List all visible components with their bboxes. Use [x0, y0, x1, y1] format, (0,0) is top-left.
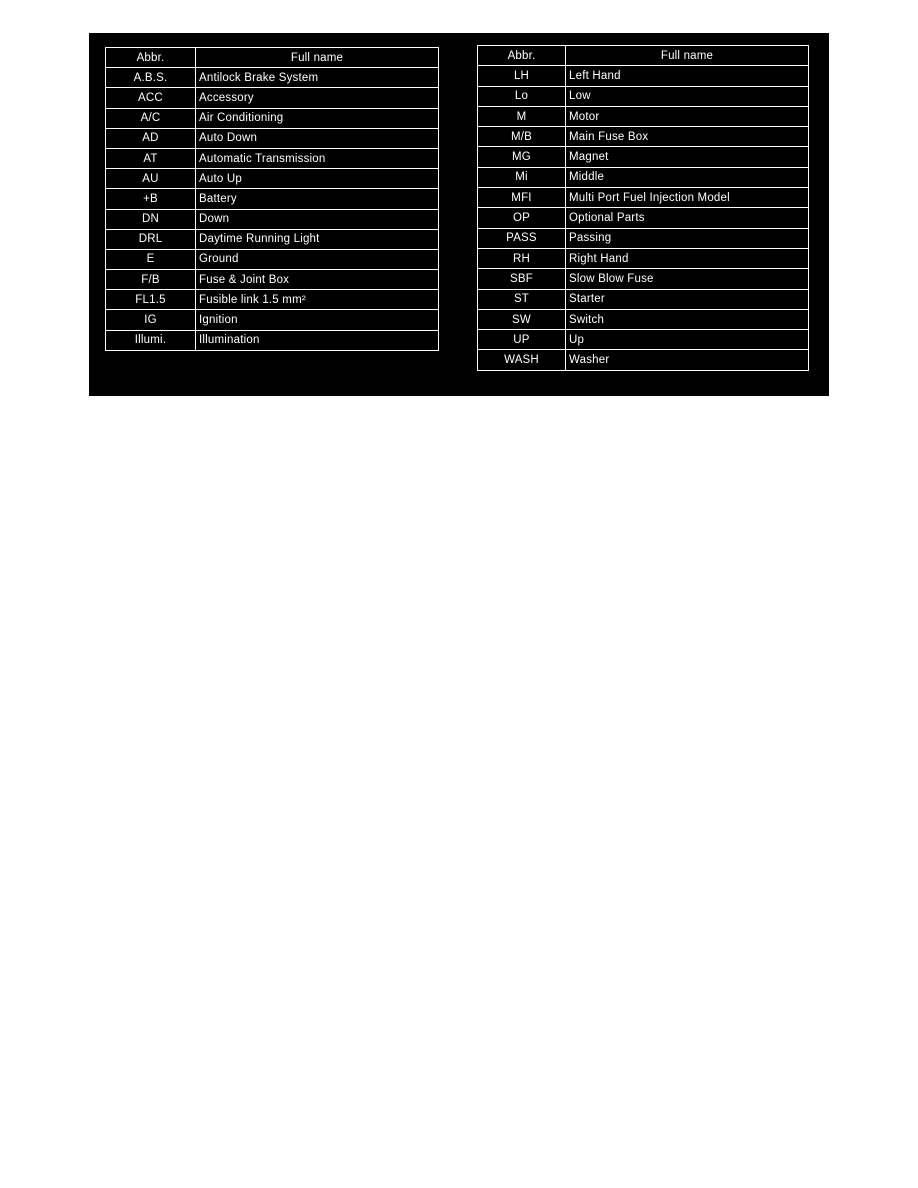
full-name-cell: Down [196, 209, 439, 229]
abbr-cell: AU [106, 169, 196, 189]
full-name-cell: Low [566, 86, 809, 106]
abbr-cell: Lo [478, 86, 566, 106]
table-row [106, 128, 439, 148]
abbr-cell: AT [106, 148, 196, 168]
full-name-cell: Illumination [196, 330, 439, 350]
table-row [478, 167, 809, 187]
full-name-cell: Auto Down [196, 128, 439, 148]
abbr-cell: A/C [106, 108, 196, 128]
abbr-cell: IG [106, 310, 196, 330]
full-name-cell: Main Fuse Box [566, 127, 809, 147]
abbr-cell: M/B [478, 127, 566, 147]
left-table-body [106, 68, 439, 351]
abbr-cell: DN [106, 209, 196, 229]
table-row [478, 147, 809, 167]
table-row [106, 68, 439, 88]
full-name-cell: Ignition [196, 310, 439, 330]
abbr-cell: Illumi. [106, 330, 196, 350]
full-name-cell: Magnet [566, 147, 809, 167]
full-name-cell: Air Conditioning [196, 108, 439, 128]
table-row [478, 188, 809, 208]
full-name-cell: Automatic Transmission [196, 148, 439, 168]
table-row [106, 290, 439, 310]
table-row [106, 249, 439, 269]
abbr-cell: DRL [106, 229, 196, 249]
full-name-cell: Motor [566, 106, 809, 126]
abbr-cell: E [106, 249, 196, 269]
full-name-cell: Left Hand [566, 66, 809, 86]
right-table-body [478, 66, 809, 370]
abbreviation-table-left [105, 47, 439, 351]
abbr-cell: SW [478, 309, 566, 329]
table-row [106, 189, 439, 209]
table-row [106, 270, 439, 290]
full-name-cell: Daytime Running Light [196, 229, 439, 249]
abbr-cell: LH [478, 66, 566, 86]
abbr-cell: UP [478, 330, 566, 350]
table-row [106, 148, 439, 168]
abbr-cell: RH [478, 248, 566, 268]
abbr-cell: A.B.S. [106, 68, 196, 88]
full-name-cell: Middle [566, 167, 809, 187]
full-name-cell: Up [566, 330, 809, 350]
table-row [478, 106, 809, 126]
full-name-cell: Antilock Brake System [196, 68, 439, 88]
full-name-cell: Fuse & Joint Box [196, 270, 439, 290]
table-row [478, 228, 809, 248]
full-name-cell: Switch [566, 309, 809, 329]
abbr-cell: WASH [478, 350, 566, 370]
full-name-cell: Fusible link 1.5 mm² [196, 290, 439, 310]
table-header-row [478, 46, 809, 66]
abbr-column-header: Abbr. [478, 46, 566, 66]
full-name-cell: Ground [196, 249, 439, 269]
table-row [106, 229, 439, 249]
abbr-cell: SBF [478, 269, 566, 289]
table-row [106, 88, 439, 108]
table-row [106, 209, 439, 229]
abbr-cell: FL1.5 [106, 290, 196, 310]
abbr-cell: M [478, 106, 566, 126]
abbr-cell: ACC [106, 88, 196, 108]
table-row [106, 330, 439, 350]
full-name-cell: Starter [566, 289, 809, 309]
abbr-cell: Mi [478, 167, 566, 187]
full-name-column-header: Full name [566, 46, 809, 66]
abbr-cell: MG [478, 147, 566, 167]
abbr-cell: F/B [106, 270, 196, 290]
table-row [106, 108, 439, 128]
full-name-cell: Passing [566, 228, 809, 248]
abbr-cell: +B [106, 189, 196, 209]
table-row [478, 208, 809, 228]
table-row [478, 269, 809, 289]
abbr-cell: AD [106, 128, 196, 148]
full-name-cell: Washer [566, 350, 809, 370]
abbr-cell: OP [478, 208, 566, 228]
table-row [478, 86, 809, 106]
abbr-cell: ST [478, 289, 566, 309]
abbr-cell: MFI [478, 188, 566, 208]
table-row [478, 309, 809, 329]
full-name-cell: Accessory [196, 88, 439, 108]
abbreviation-chart-image [89, 33, 829, 396]
full-name-cell: Battery [196, 189, 439, 209]
full-name-cell: Auto Up [196, 169, 439, 189]
table-row [478, 66, 809, 86]
full-name-cell: Slow Blow Fuse [566, 269, 809, 289]
full-name-cell: Optional Parts [566, 208, 809, 228]
table-row [106, 169, 439, 189]
full-name-cell: Right Hand [566, 248, 809, 268]
abbreviation-table-right [477, 45, 809, 371]
table-row [478, 350, 809, 370]
table-row [478, 248, 809, 268]
full-name-cell: Multi Port Fuel Injection Model [566, 188, 809, 208]
table-row [478, 289, 809, 309]
full-name-column-header: Full name [196, 48, 439, 68]
table-row [106, 310, 439, 330]
table-row [478, 330, 809, 350]
abbr-column-header: Abbr. [106, 48, 196, 68]
table-row [478, 127, 809, 147]
table-header-row [106, 48, 439, 68]
abbr-cell: PASS [478, 228, 566, 248]
